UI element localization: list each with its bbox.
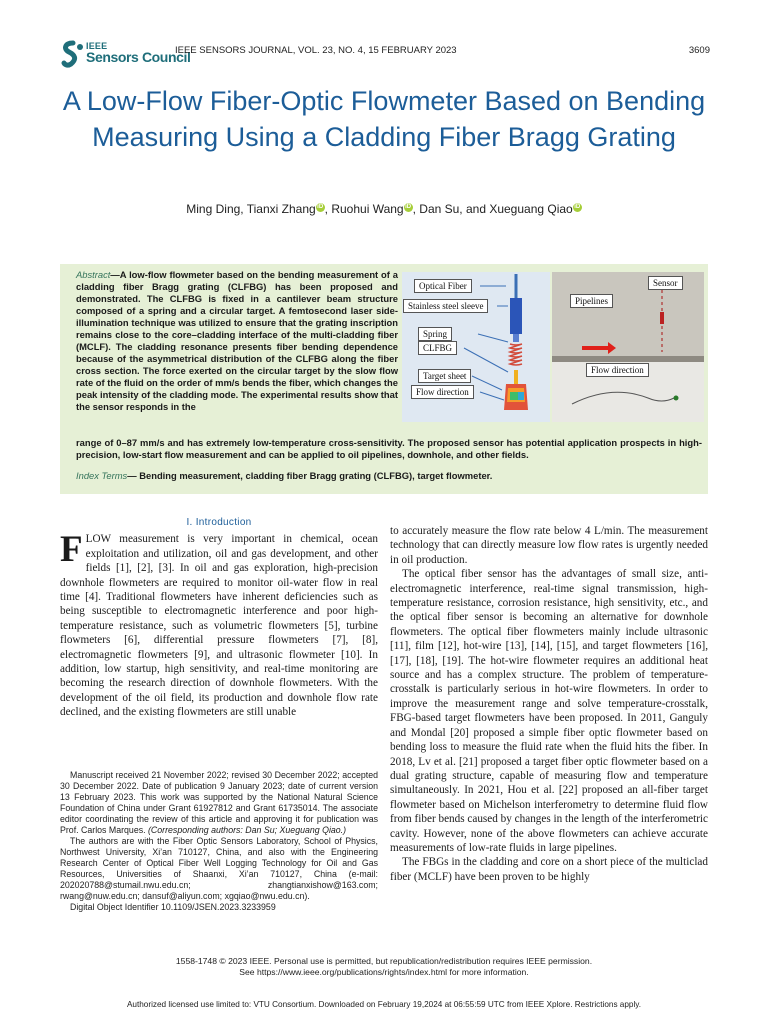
ieee-sensors-council-logo [60,40,191,70]
abstract-body-left: —A low-flow flowmeter based on the bending measurement of a cladding fiber Bragg grating (CLFBG) has been proposed and demonstrated. The CLFBG is fixed in a cantilever beam structure composed of a spring and a circular target. A femtosecond laser side-illumination technique was utilized to ensure that the grating inscription remains close to the core–cladding interface of the multi-cladding fiber (MCLF). The cladding resonance presents fiber bending dependence because of the asymmetrical distribution of the CLFBG along the fiber cross section. The force exerted on the circular target by the slow flow rate of the fluid on the order of mm/s bends the fiber, which changes the peak intensity of the cladding mode. The experimental results show that the sensor responds in the [76,269,398,412]
figure-label-flow-direction-photo: Flow direction [586,363,649,377]
footnote-affiliations: The authors are with the Fiber Optic Sensors Laboratory, School of Physics, Northwest University, Xi’an 710127, China, and also with the Engineering Research Center of Optical Fiber Well Logging Technology for Oil and Gas Resources, Universities of Shaanxi, Xi’an 710127, China (e-mail: 202020788@stumail.nwu.edu.cn; zhangtianxishow@163.com; rwang@nuw.edu.cn; dansuf@aliyun.com; xgqiao@nwu.edu.cn). [60,836,378,901]
footnote-manuscript-text: Manuscript received 21 November 2022; revised 30 December 2022; accepted 30 December 2022. Date of publication 9 January 2023; date of current version 13 February 2023. This work was supported by the National Natural Science Foundation of China under Grant 61927812 and Grant 61735014. The associate editor coordinating the review of this article and approving it for publication was Prof. Carlos Marques. [60,770,378,835]
manuscript-footnote [60,770,378,913]
figure-label-sensor: Sensor [648,276,683,290]
sensor-schematic-panel [402,272,550,422]
intro-paragraph-4: The FBGs in the cladding and core on a short piece of the multiclad fiber (MCLF) have been proven to be highly [390,856,708,883]
intro-paragraph-1-text: LOW measurement is very important in chemical, ocean exploitation and utilization, oil and gas development, and other fields [1], [2], [3]. In oil and gas exploration, high-precision downhole flowmeters are required to monitor oil-water flow in real time [4]. Traditional flowmeters have inherent deficiencies such as being susceptible to electromagnetic interference and poor high-temperature resistance, such as volumetric flowmeters [5], turbine flowmeters [6], differential pressure flowmeters [7], [8], electromagnetic flowmeters [9], and ultrasonic flowmeter [10]. In addition, low startup, high sensitivity, and real-time monitoring are becoming the research direction of downhole flowmeters. With the development of the oil field, its production and downhole flow rate declined, and the existing flowmeters are still unable [60,533,378,719]
figure-label-pipelines: Pipelines [570,294,613,308]
index-terms-label: Index Terms [76,470,128,481]
authors-part-3: , Dan Su, and Xueguang Qiao [412,202,573,216]
experiment-photo-panel [552,272,704,422]
author-list [40,202,728,216]
abstract-text-left [76,269,398,413]
orcid-icon[interactable]: iD [317,204,324,210]
intro-paragraph-3: The optical fiber sensor has the advantages of small size, anti-electromagnetic interference, real-time signal transmission, high-temperature resistance, corrosion resistance, high sensitivity, etc., and the optical fiber sensor is becoming an alternative for downhole flowmeters. The optical fiber flowmeters mainly include ultrasonic [11], film [12], hot-wire [13], [14], [15], and target flowmeters [16], [17], [18], [19]. The hot-wire flowmeter requires an additional heat source and has a complex structure. The problem of temperature-crosstalk is particularly serious in hot-wire flowmeters. In order to improve the measurement range and solve temperature-crosstalk, FBG-based target flowmeters have been proposed. In 2011, Ganguly and Mondal [20] proposed a simple fiber optic flowmeter based on bending loss to measure the fluid rate when the fluid hits the fiber. In 2018, Lv et al. [21] proposed a target fiber optic flowmeter based on a dual grating structure, capable of measuring flow and temperature simultaneously. In 2021, Hou et al. [22] proposed an all-fiber target flowmeter based on Michelson interferometry to determine fluid flow from fiber bends caused by changes in the length of the interferometric cavity. However, none of the above flowmeters can achieve accurate measurements of low-rate fluids in large pipelines. [390,568,708,854]
orcid-icon[interactable]: iD [405,204,412,210]
abstract-text-full: range of 0–87 mm/s and has extremely low-temperature cross-sensitivity. The proposed sensor has potential application prospects in high-precision, low-start flow measurement and can be applied to oil pipelines, downhole, and other fields. [76,437,702,460]
figure-label-flow-direction: Flow direction [411,385,474,399]
drop-cap: F [60,529,83,571]
intro-paragraph-1 [60,529,378,719]
index-terms-body: — Bending measurement, cladding fiber Bragg grating (CLFBG), target flowmeter. [127,470,493,481]
figure-label-clfbg: CLFBG [418,341,457,355]
index-terms [76,470,702,482]
abstract-label: Abstract [76,269,111,280]
figure-label-sleeve: Stainless steel sleeve [403,299,488,313]
footnote-corresponding-authors: (Corresponding authors: Dan Su; Xueguang Qiao.) [148,825,347,835]
left-column [60,516,378,720]
copyright-line-1: 1558-1748 © 2023 IEEE. Personal use is permitted, but republication/redistribution requires IEEE permission. [175,956,593,966]
logo-name-text: Sensors Council [86,49,191,65]
page-number: 3609 [688,45,710,56]
figure-label-spring: Spring [418,327,452,341]
footnote-doi[interactable]: Digital Object Identifier 10.1109/JSEN.2023.3233959 [70,902,276,912]
orcid-icon[interactable]: iD [574,204,581,210]
sensors-council-emblem-icon [60,40,86,68]
graphical-abstract-figure [402,272,704,434]
intro-paragraph-2: to accurately measure the flow rate below 4 L/min. The measurement technology that can directly measure low flow rates is urgently needed in oil production. [390,525,708,566]
page-header [60,40,710,70]
figure-label-target-sheet: Target sheet [418,369,471,383]
journal-citation: IEEE SENSORS JOURNAL, VOL. 23, NO. 4, 15 FEBRUARY 2023 [175,45,457,56]
right-column [390,524,708,884]
authors-part-1: Ming Ding, Tianxi Zhang [186,202,316,216]
authors-part-2: , Ruohui Wang [324,202,404,216]
footnote-manuscript-info [60,770,378,836]
paper-title: A Low-Flow Fiber-Optic Flowmeter Based on Bending Measuring Using a Cladding Fiber Bragg Grating [62,86,706,152]
copyright-notice [40,956,728,977]
figure-label-optical-fiber: Optical Fiber [414,279,472,293]
copyright-line-2[interactable]: See https://www.ieee.org/publications/rights/index.html for more information. [239,966,529,977]
abstract-box [60,264,708,494]
logo-ieee-text: IEEE [86,41,108,51]
section-heading-introduction: I. Introduction [186,517,252,528]
authorized-use-notice: Authorized licensed use limited to: VTU Consortium. Downloaded on February 19,2024 at 06:55:59 UTC from IEEE Xplore. Restrictions apply. [126,1000,642,1009]
